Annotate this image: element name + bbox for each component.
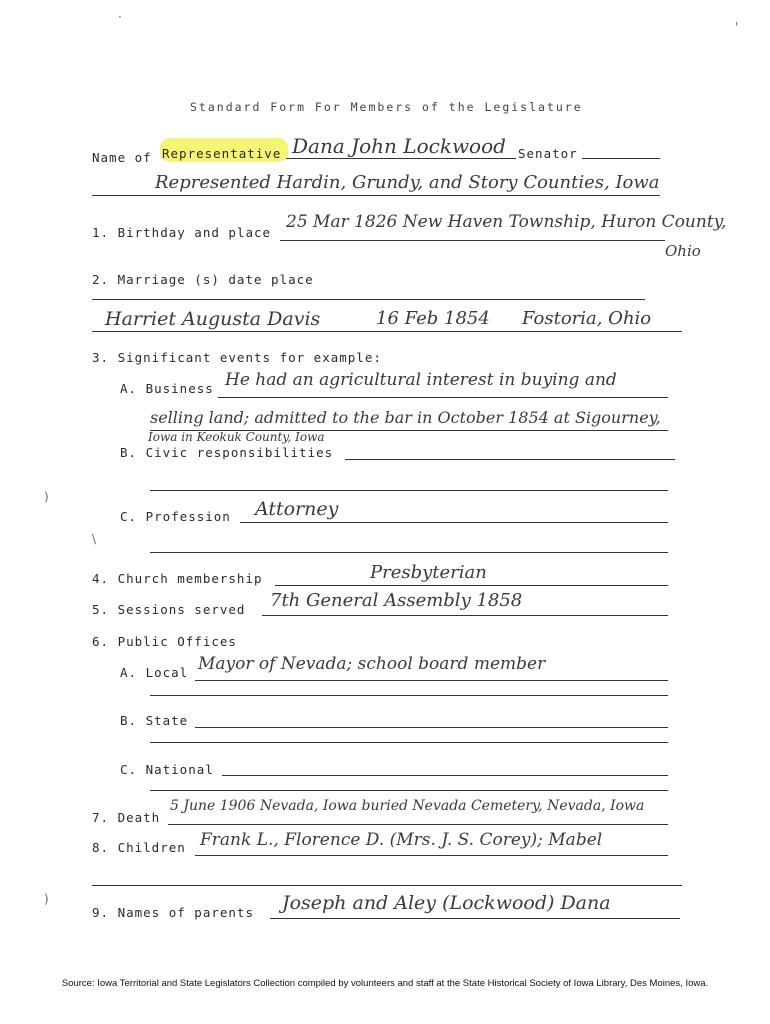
church-value: Presbyterian bbox=[370, 562, 487, 583]
birthday-value: 25 Mar 1826 New Haven Township, Huron County, bbox=[286, 212, 727, 232]
marriage-date: 16 Feb 1854 bbox=[376, 308, 490, 329]
death-value: 5 June 1906 Nevada, Iowa buried Nevada Cemetery, Nevada, Iowa bbox=[170, 798, 645, 814]
name-label-prefix: Name of bbox=[92, 150, 152, 165]
local-line-2 bbox=[150, 695, 668, 696]
events-label: 3. Significant events for example: bbox=[92, 350, 382, 365]
speck-mark: \ bbox=[92, 532, 97, 546]
represented-value: Represented Hardin, Grundy, and Story Counties, Iowa bbox=[155, 172, 660, 193]
local-label: A. Local bbox=[120, 665, 189, 680]
business-label: A. Business bbox=[120, 381, 214, 396]
parents-line bbox=[270, 918, 680, 919]
speck-mark: ) bbox=[44, 892, 49, 906]
children-line-1 bbox=[195, 855, 668, 856]
speck-mark: · bbox=[118, 10, 122, 24]
civic-line-1 bbox=[345, 459, 675, 460]
speck-mark: ) bbox=[44, 490, 49, 504]
birthday-label: 1. Birthday and place bbox=[92, 225, 272, 240]
state-label: B. State bbox=[120, 713, 189, 728]
civic-line-2 bbox=[150, 490, 668, 491]
church-label: 4. Church membership bbox=[92, 571, 263, 586]
name-line bbox=[286, 158, 516, 159]
civic-label: B. Civic responsibilities bbox=[120, 445, 334, 460]
public-offices-label: 6. Public Offices bbox=[92, 634, 237, 649]
church-line bbox=[275, 585, 668, 586]
state-line-1 bbox=[195, 727, 668, 728]
profession-label: C. Profession bbox=[120, 509, 231, 524]
marriage-label: 2. Marriage (s) date place bbox=[92, 272, 314, 287]
profession-value: Attorney bbox=[255, 498, 339, 520]
children-value: Frank L., Florence D. (Mrs. J. S. Corey); Mabel bbox=[200, 830, 603, 850]
death-line bbox=[168, 824, 668, 825]
business-value: He had an agricultural interest in buying and bbox=[225, 370, 617, 390]
birthday-value-2: Ohio bbox=[665, 242, 701, 260]
parents-label: 9. Names of parents bbox=[92, 905, 254, 920]
profession-line-1 bbox=[240, 522, 668, 523]
marriage-place: Fostoria, Ohio bbox=[522, 308, 652, 329]
national-label: C. National bbox=[120, 762, 214, 777]
sessions-line bbox=[262, 615, 668, 616]
form-title: Standard Form For Members of the Legislature bbox=[190, 100, 583, 114]
parents-value: Joseph and Aley (Lockwood) Dana bbox=[282, 892, 611, 914]
senator-line bbox=[582, 158, 660, 159]
profession-line-2 bbox=[150, 552, 668, 553]
national-line-2 bbox=[150, 790, 668, 791]
local-line-1 bbox=[195, 680, 668, 681]
business-value-3: Iowa in Keokuk County, Iowa bbox=[148, 430, 325, 444]
sessions-value: 7th General Assembly 1858 bbox=[270, 590, 523, 611]
local-value: Mayor of Nevada; school board member bbox=[198, 654, 546, 674]
state-line-2 bbox=[150, 742, 668, 743]
national-line-1 bbox=[222, 775, 668, 776]
children-label: 8. Children bbox=[92, 840, 186, 855]
speck-mark: ' bbox=[735, 20, 739, 34]
birthday-line bbox=[280, 240, 665, 241]
senator-label: Senator bbox=[518, 146, 578, 161]
marriage-name: Harriet Augusta Davis bbox=[105, 308, 321, 330]
death-label: 7. Death bbox=[92, 810, 161, 825]
marriage-line-2 bbox=[92, 331, 682, 332]
name-value: Dana John Lockwood bbox=[292, 134, 506, 158]
business-line-1 bbox=[218, 397, 668, 398]
children-line-2 bbox=[92, 885, 682, 886]
marriage-line-1 bbox=[92, 299, 645, 300]
represented-line bbox=[92, 195, 660, 196]
business-value-2: selling land; admitted to the bar in October 1854 at Sigourney, bbox=[150, 408, 661, 427]
sessions-label: 5. Sessions served bbox=[92, 602, 246, 617]
source-caption: Source: Iowa Territorial and State Legislators Collection compiled by volunteers and staff at the State Historical Society of Iowa Library, Des Moines, Iowa. bbox=[61, 978, 709, 989]
name-label-highlight: Representative bbox=[162, 146, 282, 161]
